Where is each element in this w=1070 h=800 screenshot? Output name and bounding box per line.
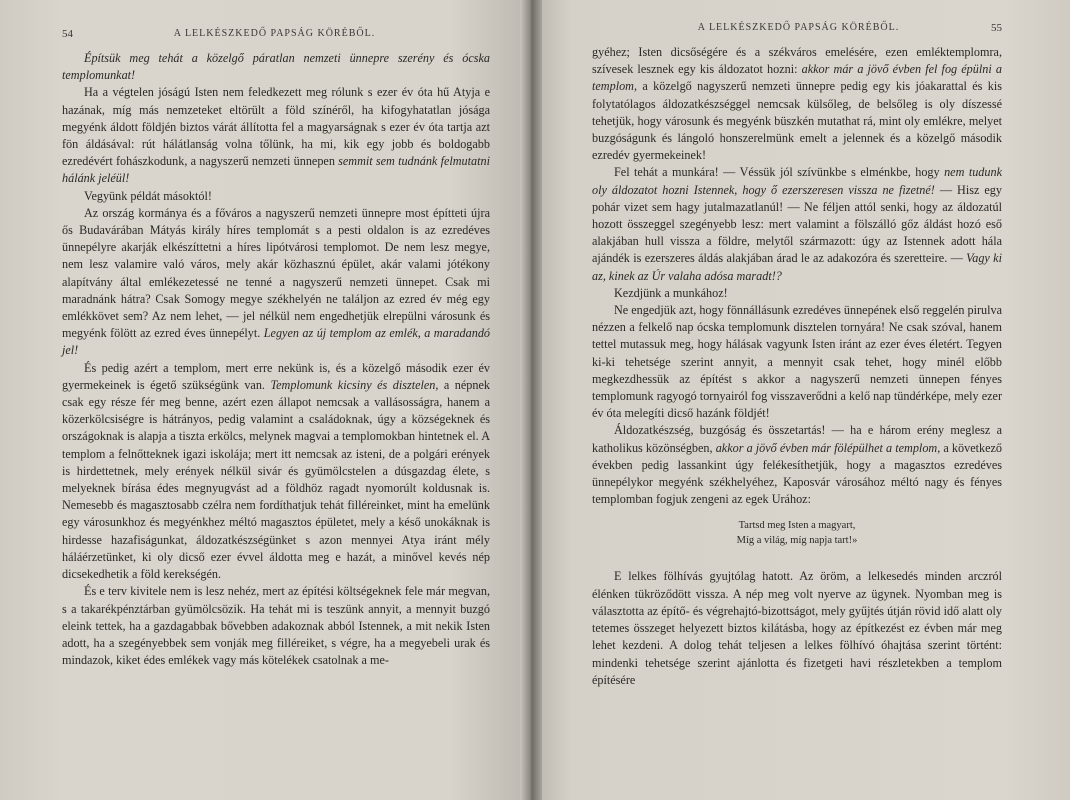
poem-line: Míg a világ, míg napja tart!» bbox=[736, 535, 858, 547]
paragraph bbox=[62, 583, 490, 669]
left-running-head: A LELKÉSZKEDŐ PAPSÁG KÖRÉBŐL. bbox=[173, 28, 376, 39]
text-run: Kezdjünk a munkához! bbox=[614, 285, 728, 300]
paragraph bbox=[592, 302, 1002, 422]
italic-text: Vagy ki az, kinek az Úr valaha adósa maradt!? bbox=[592, 251, 1002, 283]
text-run: a közelgő nagyszerű nemzeti ünnepre pedig egy kis jóakarattal és kis folytatólagos áldozatkészséggel nemcsak külsőleg, de belsőleg is oly díszessé tehetjük, hogy városunk és megyénk büszkén mutathat rá, mint oly emlékre, melyet buzgóságunk és lángoló honszerelmünk emelt a jelennek és a közelgő második ezredév gyermekeinek! bbox=[592, 79, 1002, 163]
paragraph bbox=[592, 44, 1002, 164]
italic-text: Építsük meg tehát a közelgő páratlan nemzeti ünnepre szerény és ócska templomunkat! bbox=[62, 51, 490, 83]
right-page-number: 55 bbox=[990, 22, 1002, 34]
paragraph bbox=[592, 164, 1002, 284]
text-run: És e terv kivitele nem is lesz nehéz, mert az építési költségeknek fele már megvan, s a takarékpénztárban gyümölcsözik. Ha tehát mi is teszünk annyit, a mennyit buzgó eleink tettek, ha a gazdagabbak bővebben adakoznak abból Istennek, a mit nekik Isten adott, ha a szegényebbek sem vonják meg filléreiket, s végre, ha a megyebeli urak és mindazok, kiket édes emlékek vagy más kötelékek csatolnak a me- bbox=[62, 584, 490, 668]
right-running-head: A LELKÉSZKEDŐ PAPSÁG KÖRÉBŐL. bbox=[697, 22, 900, 33]
left-page bbox=[0, 0, 528, 800]
left-page-number: 54 bbox=[62, 28, 73, 40]
right-body-text bbox=[592, 44, 1002, 689]
book-gutter bbox=[520, 0, 542, 800]
text-run: Áldozatkészség, buzgóság és összetartás! — ha e három erény meglesz a katholikus közönségben, bbox=[592, 423, 1002, 455]
text-run: Fel tehát a munkára! — Véssük jól szívünkbe s elménkbe, hogy bbox=[614, 165, 945, 180]
paragraph bbox=[62, 84, 490, 187]
text-run: És pedig azért a templom, mert erre nekünk is, és a közelgő második ezer év gyermekeinek is égető szükségünk van. bbox=[62, 360, 490, 392]
text-run: a következő években pedig lassankint úgy felékesíthetjük, hogy a magasztos ezredéves ünnepélykor megyénk székhelyéhez, Kaposvár városához méltó nagy és fényes templomban fogjuk zengeni az egek Urához: bbox=[592, 440, 1002, 507]
left-page-header bbox=[62, 28, 490, 40]
italic-text: semmit sem tudnánk felmutatni hálánk jeléül! bbox=[62, 154, 490, 186]
italic-text: akkor már a jövő évben fel fog épülni a templom, bbox=[592, 62, 1002, 94]
poem-quote bbox=[592, 518, 1002, 548]
italic-text: nem tudunk oly áldozatot hozni Istennek, hogy ő ezerszeresen vissza ne fizetné! bbox=[592, 165, 1002, 197]
text-run: E lelkes fölhívás gyujtólag hatott. Az öröm, a lelkesedés minden arczról élénken tükröződött vissza. A nép meg volt nyerve az ügynek. Nyomban meg is választotta az építő- és végrehajtó-bizottságot, mely gyűjtés útján rövid idő alatt oly tetemes összeget helyezett biztos kilátásba, hogy az építkezést ez évben már meg lehet kezdeni. A dolog tehát teljesen a lelkes fölhívó óhajtása szerint történt: mindenki tehetsége szerint ajánlotta és fizetgeti havi részletekben a templom építésére bbox=[592, 569, 1002, 687]
paragraph bbox=[592, 568, 1002, 688]
italic-text: Legyen az új templom az emlék, a maradandó jel! bbox=[62, 326, 491, 358]
text-run: gyéhez; Isten dicsőségére és a székváros emelésére, ezen emléktemplomra, szívesek lesznek egy kis áldozatot hozni: bbox=[592, 45, 1002, 77]
italic-text: Templomunk kicsiny és disztelen, bbox=[270, 377, 439, 392]
text-run: — Hisz egy pohár vizet sem hagy jutalmazatlanúl! — Ne féljen attól senki, hogy az áldozatúl hozott összeggel szegényebb lesz: mert valamint a fölszálló gőz áldást hozó eső alakjában hull vissza a földre, melytől származott: úgy az Istennek adott hála ajándék is ezerszeres áldás alakjában árad le az adakozóra és szeretteire. — bbox=[592, 182, 1002, 266]
paragraph bbox=[592, 285, 1002, 302]
text-run: Az ország kormánya és a főváros a nagyszerű nemzeti ünnepre most építteti újra ős Budavárában Mátyás király híres templomát s a pesti oldalon is az ezredéves ünnepélyre akarják elkészíttetni a híres lipótvárosi templomot. De nem lesz megye, nem lesz valamire való város, mely akár közhasznú épület, akár valami jótékony alapítvány által emlékezetessé ne tenné a nagyszerű nemzeti ünnepet. Csak mi maradnánk hátra? Csak Somogy megye székhelyén ne találjon az ezred év még egy emlékkövet sem? Az nem lehet, — jel nélkül nem engedhetjük elrepülni városunk és megyénk fölött az ezred éves ünnepélyt. bbox=[62, 205, 490, 341]
text-run: Ha a végtelen jóságú Isten nem feledkezett meg rólunk s ezer év óta hű Atyja e hazának, míg más nemzeteket eltörült a föld színéről, ha kifogyhatatlan jósága megyénk áldott földjén biztos várát állította fel a magyarságnak s ezer év óta tartja azt fön áldásával: rút hálátlanság volna tőlünk, ha mi, kik egy jobb és boldogabb ezredévért fohászkodunk, a nagyszerű nemzeti ünnepen bbox=[62, 85, 490, 169]
right-page bbox=[528, 0, 1070, 800]
paragraph bbox=[62, 205, 490, 360]
poem-line: Tartsd meg Isten a magyart, bbox=[738, 520, 856, 532]
paragraph bbox=[62, 188, 490, 205]
paragraph bbox=[592, 422, 1002, 508]
text-run: Ne engedjük azt, hogy fönnállásunk ezredéves ünnepének első reggelén pirulva nézzen a felkelő nap ócska templomunk disztelen tornyára! Ne csak szóval, hanem tettel mutassuk meg, hogy hálásak vagyunk Isten iránt az ezer éves életért. Tegyen ki-ki tehetsége szerint annyit, a mennyit csak tehet, hogy minél előbb megkezdhessük az építést s akkor a nagyszerű nemzeti ünnepen fényes templomunk ragyogó tornyairól fog visszaverődni a kelő nap tündérképe, mely ezer év óta melegíti dicső hazánk földjét! bbox=[592, 303, 1002, 421]
italic-text: akkor a jövő évben már fölépülhet a templom, bbox=[715, 440, 941, 455]
text-run: a népnek csak egy része fér meg benne, azért ezen állapot nemcsak a vallásosságra, hanem a közerkölcsiségre is hátrányos, pedig valamint a családoknak, úgy a községeknek és országoknak is alapja a tiszta erkölcs, melynek magvai a templomokban hintetnek el. A templom a felnőtteknek igazi iskolája; mert itt nemcsak az isteni, de a polgári erények is hirdettetnek, mely erények nélkül sivár és gyümölcstelen a dúsgazdag élete, s melyeknek bírása édes megnyugvást ad a földhöz ragadt nyomorúlt koldusnak is. Nemesebb és magasztosabb czélra nem fordíthatjuk tehát filléreinket, mint ha emelünk egy városunkhoz és megyénkhez méltó magasztos épületet, mely a késő unokáknak is hirdesse hazafiságunkat, áldozatkészségünket s azon mennyei Atya iránt mély háláérzetünket, ki oly dicső ezer évvel áldotta meg e hazát, a minővel kevés nép dicsekedhetik a föld kerekségén. bbox=[62, 377, 490, 582]
left-body-text bbox=[62, 50, 490, 669]
right-page-header bbox=[592, 22, 1002, 34]
text-run: Vegyünk példát másoktól! bbox=[84, 188, 212, 203]
paragraph bbox=[62, 360, 490, 584]
paragraph bbox=[62, 50, 490, 84]
